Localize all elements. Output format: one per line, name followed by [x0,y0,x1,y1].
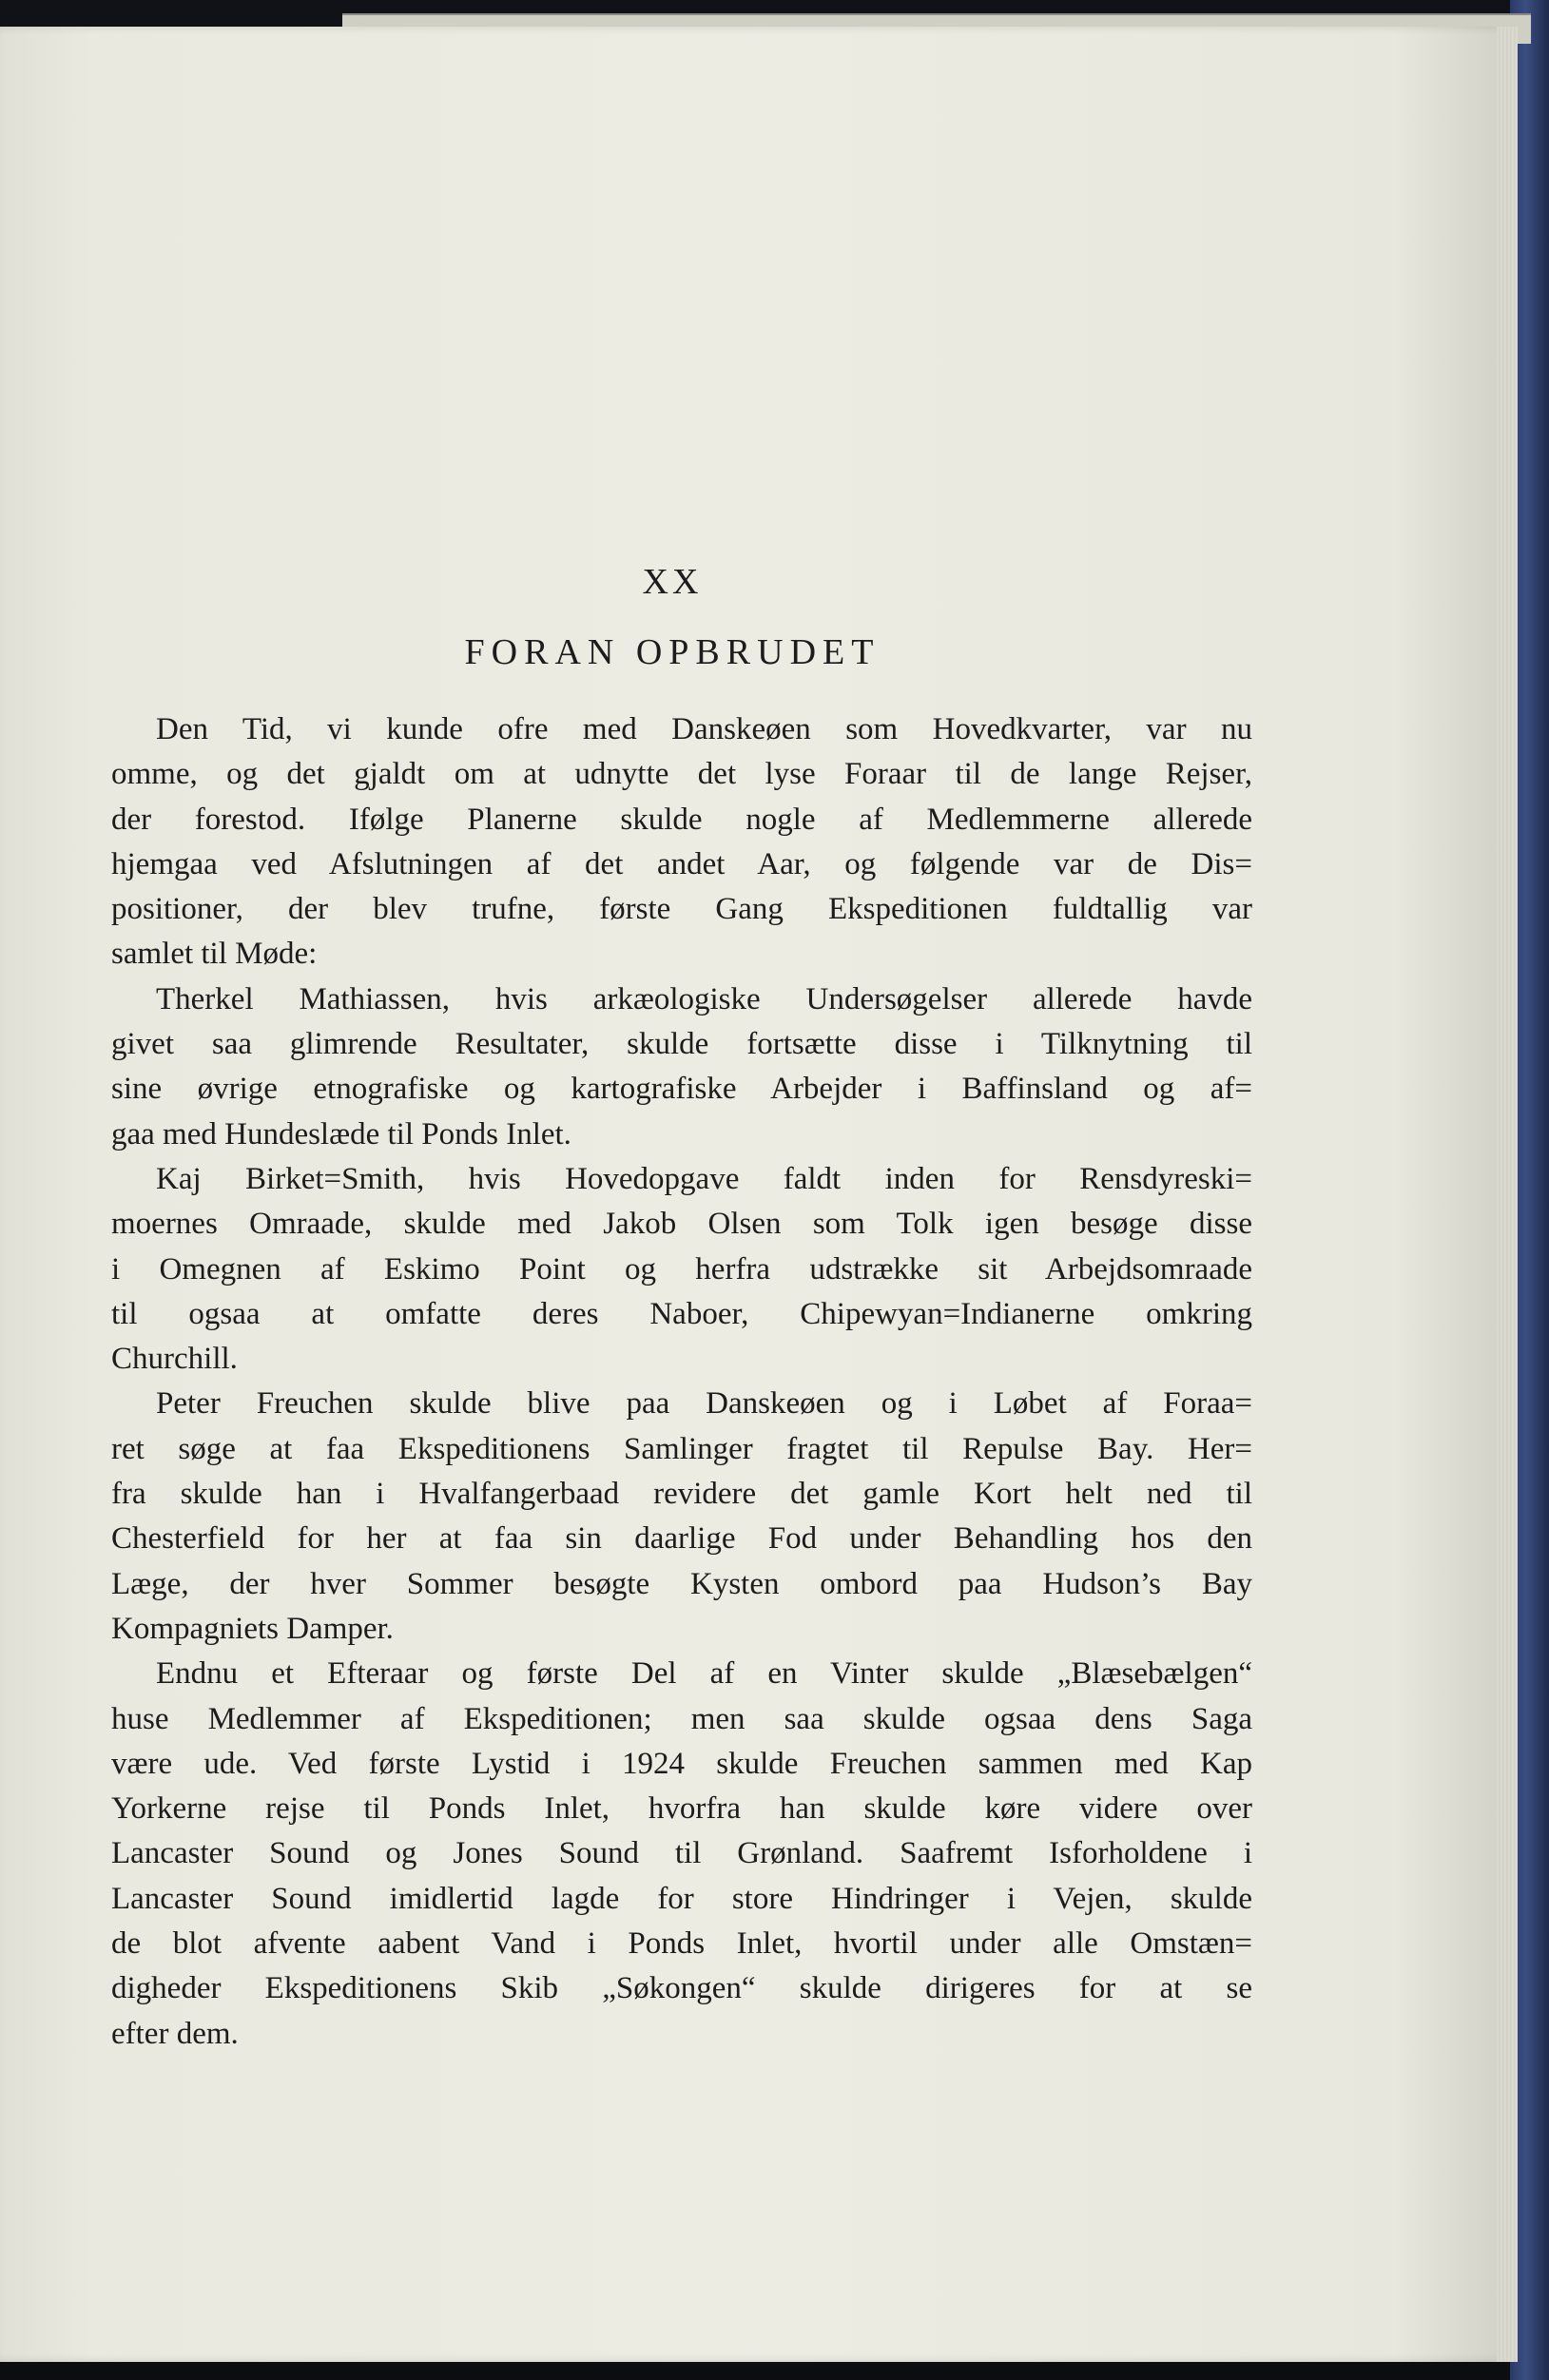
text-line: til ogsaa at omfatte deres Naboer, Chipewyan=Indianerne omkring [111,1296,1252,1331]
text-line: Kaj Birket=Smith, hvis Hovedopgave faldt inden for Rensdyreski= [156,1161,1252,1196]
text-line: huse Medlemmer af Ekspeditionen; men saa skulde ogsaa dens Saga [111,1701,1252,1736]
text-line: være ude. Ved første Lystid i 1924 skulde Freuchen sammen med Kap [111,1746,1252,1781]
chapter-title: FORAN OPBRUDET [464,632,881,672]
chapter-number: XX [642,562,703,602]
text-line: gaa med Hundeslæde til Ponds Inlet. [111,1116,571,1151]
text-line: Churchill. [111,1342,238,1377]
text-line: Den Tid, vi kunde ofre med Danskeøen som Hovedkvarter, var nu [156,712,1252,746]
page-stack-edge [1497,27,1518,2362]
paragraph [111,707,1252,977]
text-line: Endnu et Efteraar og første Del af en Vinter skulde „Blæsebælgen“ [156,1656,1252,1692]
text-line: ret søge at faa Ekspeditionens Samlinger fragtet til Repulse Bay. Her= [111,1431,1252,1466]
text-line: i Omegnen af Eskimo Point og herfra udstrække sit Arbejdsomraade [111,1251,1252,1287]
text-line: Therkel Mathiassen, hvis arkæologiske Undersøgelser allerede havde [156,981,1252,1016]
text-line: sine øvrige etnografiske og kartografiske Arbejder i Baffinsland og af= [111,1072,1252,1107]
paragraph [111,1157,1252,1382]
text-line: Lancaster Sound imidlertid lagde for store Hindringer i Vejen, skulde [111,1881,1252,1916]
paragraph [111,1652,1252,2057]
body-text [111,707,1252,2057]
text-line: omme, og det gjaldt om at udnytte det lyse Foraar til de lange Rejser, [111,757,1252,792]
text-line: fra skulde han i Hvalfangerbaad revidere det gamle Kort helt ned til [111,1477,1252,1512]
text-line: efter dem. [111,2016,239,2051]
text-line: hjemgaa ved Afslutningen af det andet Aar, og følgende var de Dis= [111,846,1252,881]
text-line: de blot afvente aabent Vand i Ponds Inlet, hvortil under alle Omstæn= [111,1926,1252,1962]
text-line: samlet til Møde: [111,937,318,972]
text-line: givet saa glimrende Resultater, skulde fortsætte disse i Tilknytning til [111,1027,1252,1062]
text-line: Peter Freuchen skulde blive paa Danskeøen og i Løbet af Foraa= [156,1386,1252,1422]
text-line: moernes Omraade, skulde med Jakob Olsen som Tolk igen besøge disse [111,1207,1252,1242]
text-line: positioner, der blev trufne, første Gang Ekspeditionen fuldtallig var [111,892,1252,927]
text-line: Læge, der hver Sommer besøgte Kysten ombord paa Hudson’s Bay [111,1566,1252,1601]
text-line: der forestod. Ifølge Planerne skulde nogle af Medlemmerne allerede [111,802,1252,837]
text-line: Lancaster Sound og Jones Sound til Grønland. Saafremt Isforholdene i [111,1836,1252,1871]
text-line: Yorkerne rejse til Ponds Inlet, hvorfra han skulde køre videre over [111,1791,1252,1827]
paragraph [111,977,1252,1157]
page-content [111,561,1252,2057]
text-line: Chesterfield for her at faa sin daarlige Fod under Behandling hos den [111,1521,1252,1557]
text-line: digheder Ekspeditionens Skib „Søkongen“ skulde dirigeres for at se [111,1971,1252,2006]
text-line: Kompagniets Damper. [111,1611,394,1646]
paragraph [111,1382,1252,1652]
